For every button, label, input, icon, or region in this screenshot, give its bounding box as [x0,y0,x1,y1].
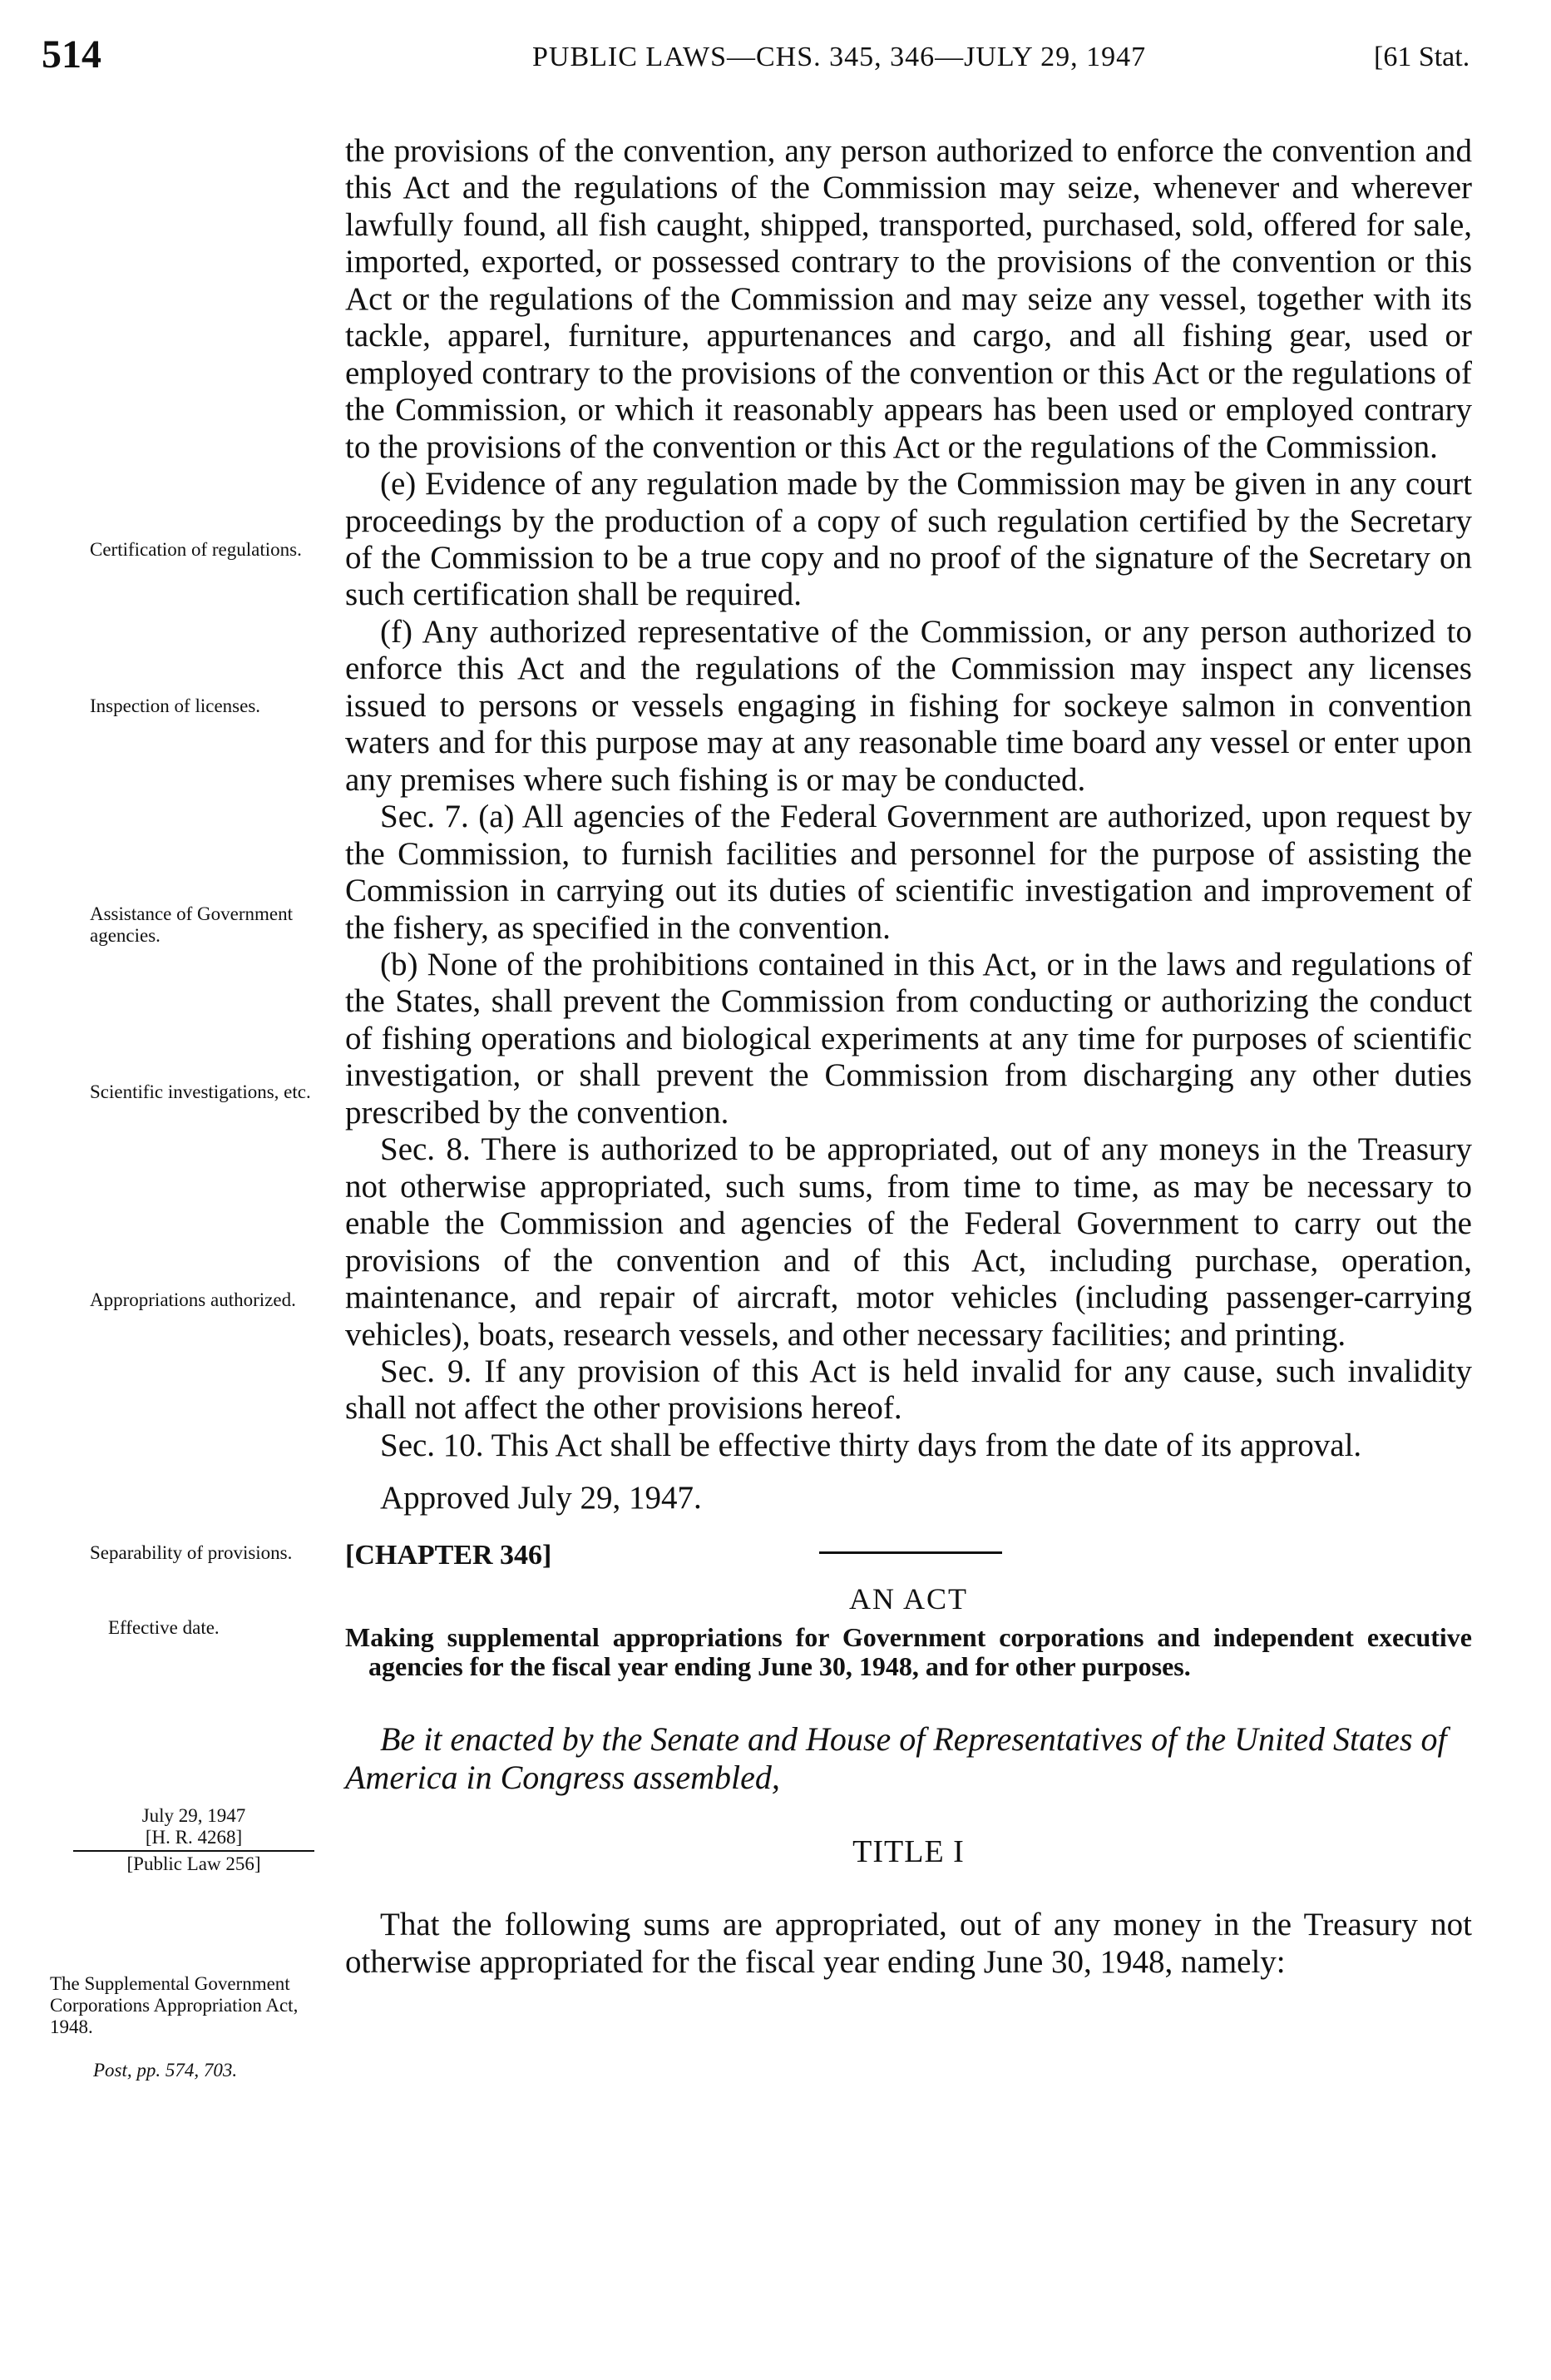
section-8: Sec. 8. There is authorized to be appropriated, out of any moneys in the Treasury not otherwise appropriated, such sums, from time to time, as may be necessary to enable the Commission and agencies of the Federal Government to carry out the provisions of the convention and of this Act, including purchase, operation, maintenance, and repair of aircraft, motor vehicles (including passenger-carrying vehicles), boats, research vessels, and other necessary facilities; and printing. [345,1131,1472,1353]
main-text [345,133,1472,1981]
post-reference: Post, pp. 574, 703. [93,2060,238,2081]
chapter-heading: [CHAPTER 346] [345,1540,552,1571]
paragraph-f: (f) Any authorized representative of the Commission, or any person authorized to enforce this Act and the regulations of the Commission may inspect any licenses issued to persons or vessels engaging in fishing for sockeye salmon in convention waters and for this purpose may at any reasonable time board any vessel or enter upon any premises where such fishing is or may be conducted. [345,613,1472,798]
chapter-row [345,1540,1472,1581]
bill-number: [H. R. 4268] [145,1826,243,1848]
page-number: 514 [42,32,101,77]
title-heading: TITLE I [852,1834,965,1870]
paragraph-e: (e) Evidence of any regulation made by the Commission may be given in any court proceedings by the production of a copy of such regulation certified by the Secretary of the Commission to be a true copy and no proof of the signature of the Secretary on such certification shall be required. [345,466,1472,613]
margin-note-appropriations: Appropriations authorized. [90,1289,296,1310]
running-header [0,32,1551,82]
chapter-rule [819,1551,1002,1554]
section-7a: Sec. 7. (a) All agencies of the Federal Government are authorized, upon request by the Commission, to furnish facilities and personnel for the purpose of assisting the Commission in carrying out its duties of scientific investigation and improvement of the fishery, as specified in the convention. [345,799,1472,946]
margin-note-inspection: Inspection of licenses. [90,695,261,716]
section-9: Sec. 9. If any provision of this Act is held invalid for any cause, such invalidity shall not affect the other provisions hereof. [345,1353,1472,1427]
enacting-clause: Be it enacted by the Senate and House of Representatives of the United States of America in Congress assembled, [345,1720,1447,1797]
statute-reference: [61 Stat. [1374,42,1470,72]
an-act-heading: AN ACT [848,1582,968,1616]
margin-note-supplemental: The Supplemental Government Corporations Appropriation Act, 1948. [50,1973,299,2037]
bill-date: July 29, 1947 [141,1805,246,1826]
margin-note-scientific: Scientific investigations, etc. [90,1081,311,1102]
margin-note-assistance: Assistance of Government agencies. [90,903,293,946]
running-title: PUBLIC LAWS—CHS. 345, 346—JULY 29, 1947 [532,42,1147,72]
margin-note-separability: Separability of provisions. [90,1542,293,1563]
section-10: Sec. 10. This Act shall be effective thirty days from the date of its approval. [380,1427,1362,1463]
margin-note-certification: Certification of regulations. [90,539,302,560]
act-purpose: Making supplemental appropriations for Government corporations and independent executive agencies for the fiscal year ending June 30, 1948, and for other purposes. [345,1622,1472,1681]
approval-date: Approved July 29, 1947. [380,1480,702,1517]
bill-divider [73,1850,314,1852]
margin-note-effective: Effective date. [108,1617,220,1638]
margin-note-bill-info [73,1805,314,1874]
margin-note-post [93,2060,318,2081]
public-law-number: [Public Law 256] [126,1853,261,1874]
appropriation-clause: That the following sums are appropriated, out of any money in the Treasury not otherwise appropriated for the fiscal year ending June 30, 1948, namely: [345,1907,1472,1980]
paragraph-continuation: the provisions of the convention, any person authorized to enforce the convention and this Act and the regulations of the Commission may seize, whenever and wherever lawfully found, all fish caught, shipped, transported, purchased, sold, offered for sale, imported, exported, or possessed contrary to the provisions of the convention or this Act or the regulations of the Commission and may seize any vessel, together with its tackle, apparel, furniture, appurtenances and cargo, and all fishing gear, used or employed contrary to the provisions of the convention or this Act or the regulations of the Commission, or which it reasonably appears has been used or employed contrary to the provisions of the convention or this Act or the regulations of the Commission. [345,133,1472,465]
section-7b: (b) None of the prohibitions contained in this Act, or in the laws and regulations of the States, shall prevent the Commission from conducting or authorizing the conduct of fishing operations and biological experiments at any time for purposes of scientific investigation, or shall prevent the Commission from discharging any other duties prescribed by the convention. [345,946,1472,1131]
